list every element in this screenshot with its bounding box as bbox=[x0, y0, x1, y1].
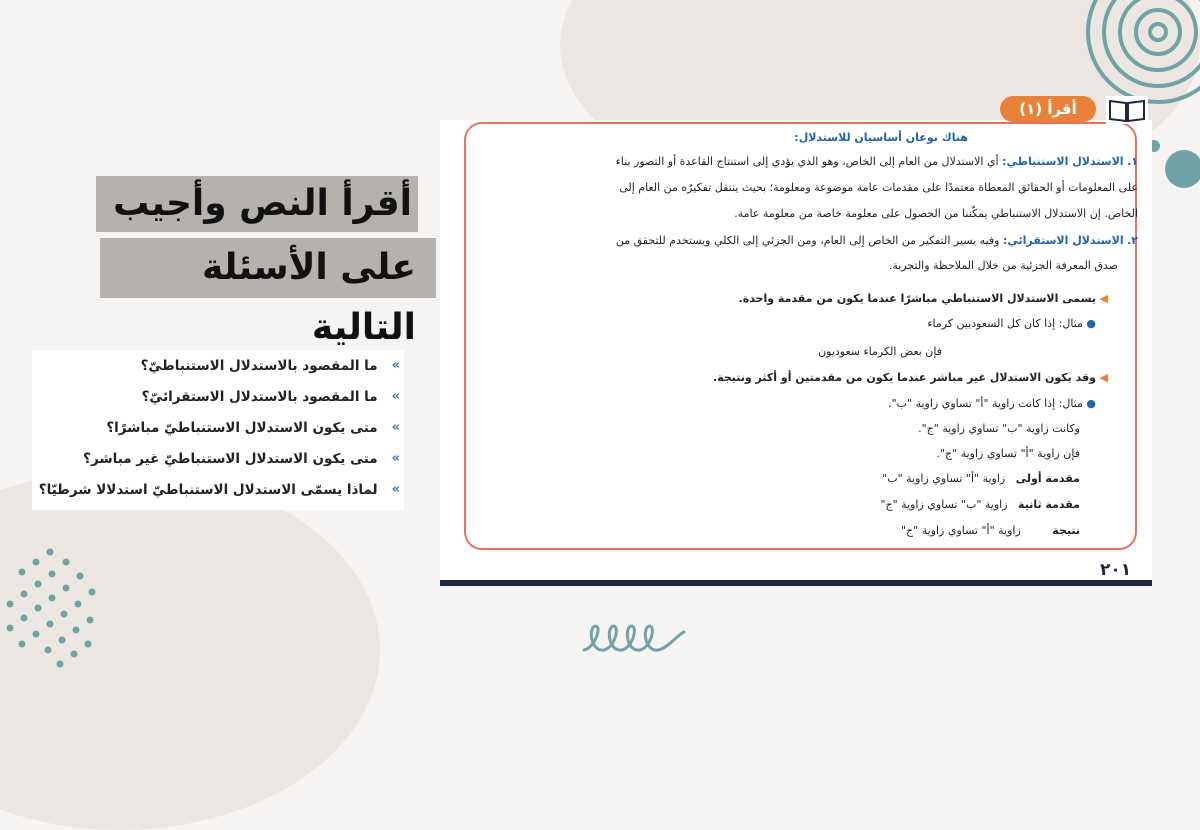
textbook-s2-example-1: ● مثال: إذا كانت زاوية "أ" تساوي زاوية "ب". bbox=[888, 397, 1096, 410]
textbook-p2-line-1: ٢. الاستدلال الاستقرائي: وفيه يسير التفكير من الخاص إلى العام، ومن الجزئي إلى الكلي ويستخدم للتحقق من bbox=[615, 234, 1138, 247]
textbook-s2: ◀ وقد يكون الاستدلال غير مباشر عندما يكون من مقدمتين أو أكثر ونتيجة. bbox=[712, 371, 1108, 384]
textbook-s1: ◀ يسمى الاستدلال الاستنباطي مباشرًا عندما يكون من مقدمة واحدة. bbox=[738, 292, 1108, 305]
orange-triangle-icon: ◀ bbox=[1099, 292, 1108, 305]
blue-dot-icon: ● bbox=[1086, 397, 1096, 410]
list-item bbox=[32, 381, 404, 412]
textbook-premise-2: مقدمة ثانية زاوية "ب" تساوي زاوية "ج" bbox=[880, 498, 1080, 511]
textbook-conclusion: نتيجة زاوية "أ" تساوي زاوية "ج" bbox=[900, 524, 1080, 537]
chevron-bullet-icon: » bbox=[391, 451, 400, 466]
list-item bbox=[32, 350, 404, 381]
question-text: متى يكون الاستدلال الاستنباطيّ غير مباشر؟ bbox=[83, 450, 378, 467]
textbook-premise-1: مقدمة أولى زاوية "أ" تساوي زاوية "ب" bbox=[882, 472, 1080, 485]
teal-circle-decoration bbox=[1165, 150, 1200, 188]
page-number: ٢٠١ bbox=[1100, 560, 1132, 580]
blue-dot-icon: ● bbox=[1086, 317, 1096, 330]
question-text: ما المقصود بالاستدلال الاستقرائيّ؟ bbox=[141, 388, 378, 405]
textbook-p1-line-3: الخاص. إن الاستدلال الاستنباطي يمكّننا من الحصول على معلومة خاصة من معلومة عامة. bbox=[734, 207, 1138, 220]
textbook-s2-example-2: وكانت زاوية "ب" تساوي زاوية "ج". bbox=[918, 422, 1080, 435]
question-text: متى يكون الاستدلال الاستنباطيّ مباشرًا؟ bbox=[106, 419, 378, 436]
orange-triangle-icon: ◀ bbox=[1099, 371, 1108, 384]
read-section-tab: أقرأ (١) bbox=[1000, 96, 1096, 122]
textbook-heading: هناك نوعان أساسيان للاستدلال: bbox=[794, 131, 968, 144]
squiggle-decoration-icon bbox=[580, 618, 690, 658]
textbook-s2-example-3: فإن زاوية "أ" تساوي زاوية "ج". bbox=[936, 447, 1080, 460]
question-text: ما المقصود بالاستدلال الاستنباطيّ؟ bbox=[140, 357, 378, 374]
chevron-bullet-icon: » bbox=[391, 482, 400, 497]
chevron-bullet-icon: » bbox=[391, 389, 400, 404]
list-item bbox=[32, 412, 404, 443]
textbook-p1-line-1: ١. الاستدلال الاستنباطي: أي الاستدلال من العام إلى الخاص، وهو الذي يؤدي إلى استنتاج القاعدة أو التصور بناء bbox=[615, 155, 1138, 168]
page-bottom-bar bbox=[440, 580, 1152, 586]
slide-title-line-2: على الأسئلة التالية bbox=[100, 238, 436, 298]
chevron-bullet-icon: » bbox=[391, 358, 400, 373]
slide-title-line-1: أقرأ النص وأجيب bbox=[96, 176, 418, 232]
textbook-p1-line-2: على المعلومات أو الحقائق المعطاة معتمدًا على مقدمات عامة موضوعة ومعلومة؛ بحيث ينتقل تفكيرُه من العام إلى bbox=[619, 181, 1138, 194]
textbook-p2-line-2: صدق المعرفة الجزئية من خلال الملاحظة والتجربة. bbox=[888, 259, 1118, 272]
questions-list bbox=[32, 350, 404, 510]
list-item bbox=[32, 474, 404, 505]
dot-pattern-decoration bbox=[0, 540, 140, 675]
chevron-bullet-icon: » bbox=[391, 420, 400, 435]
list-item bbox=[32, 443, 404, 474]
textbook-s1-example-2: فإن بعض الكرماء سعوديون bbox=[818, 345, 942, 358]
textbook-s1-example-1: ● مثال: إذا كان كل السعوديين كرماء bbox=[927, 317, 1096, 330]
open-book-icon bbox=[1106, 96, 1148, 124]
question-text: لماذا يسمّى الاستدلال الاستنباطيّ استدلالا شرطيّا؟ bbox=[38, 481, 378, 498]
